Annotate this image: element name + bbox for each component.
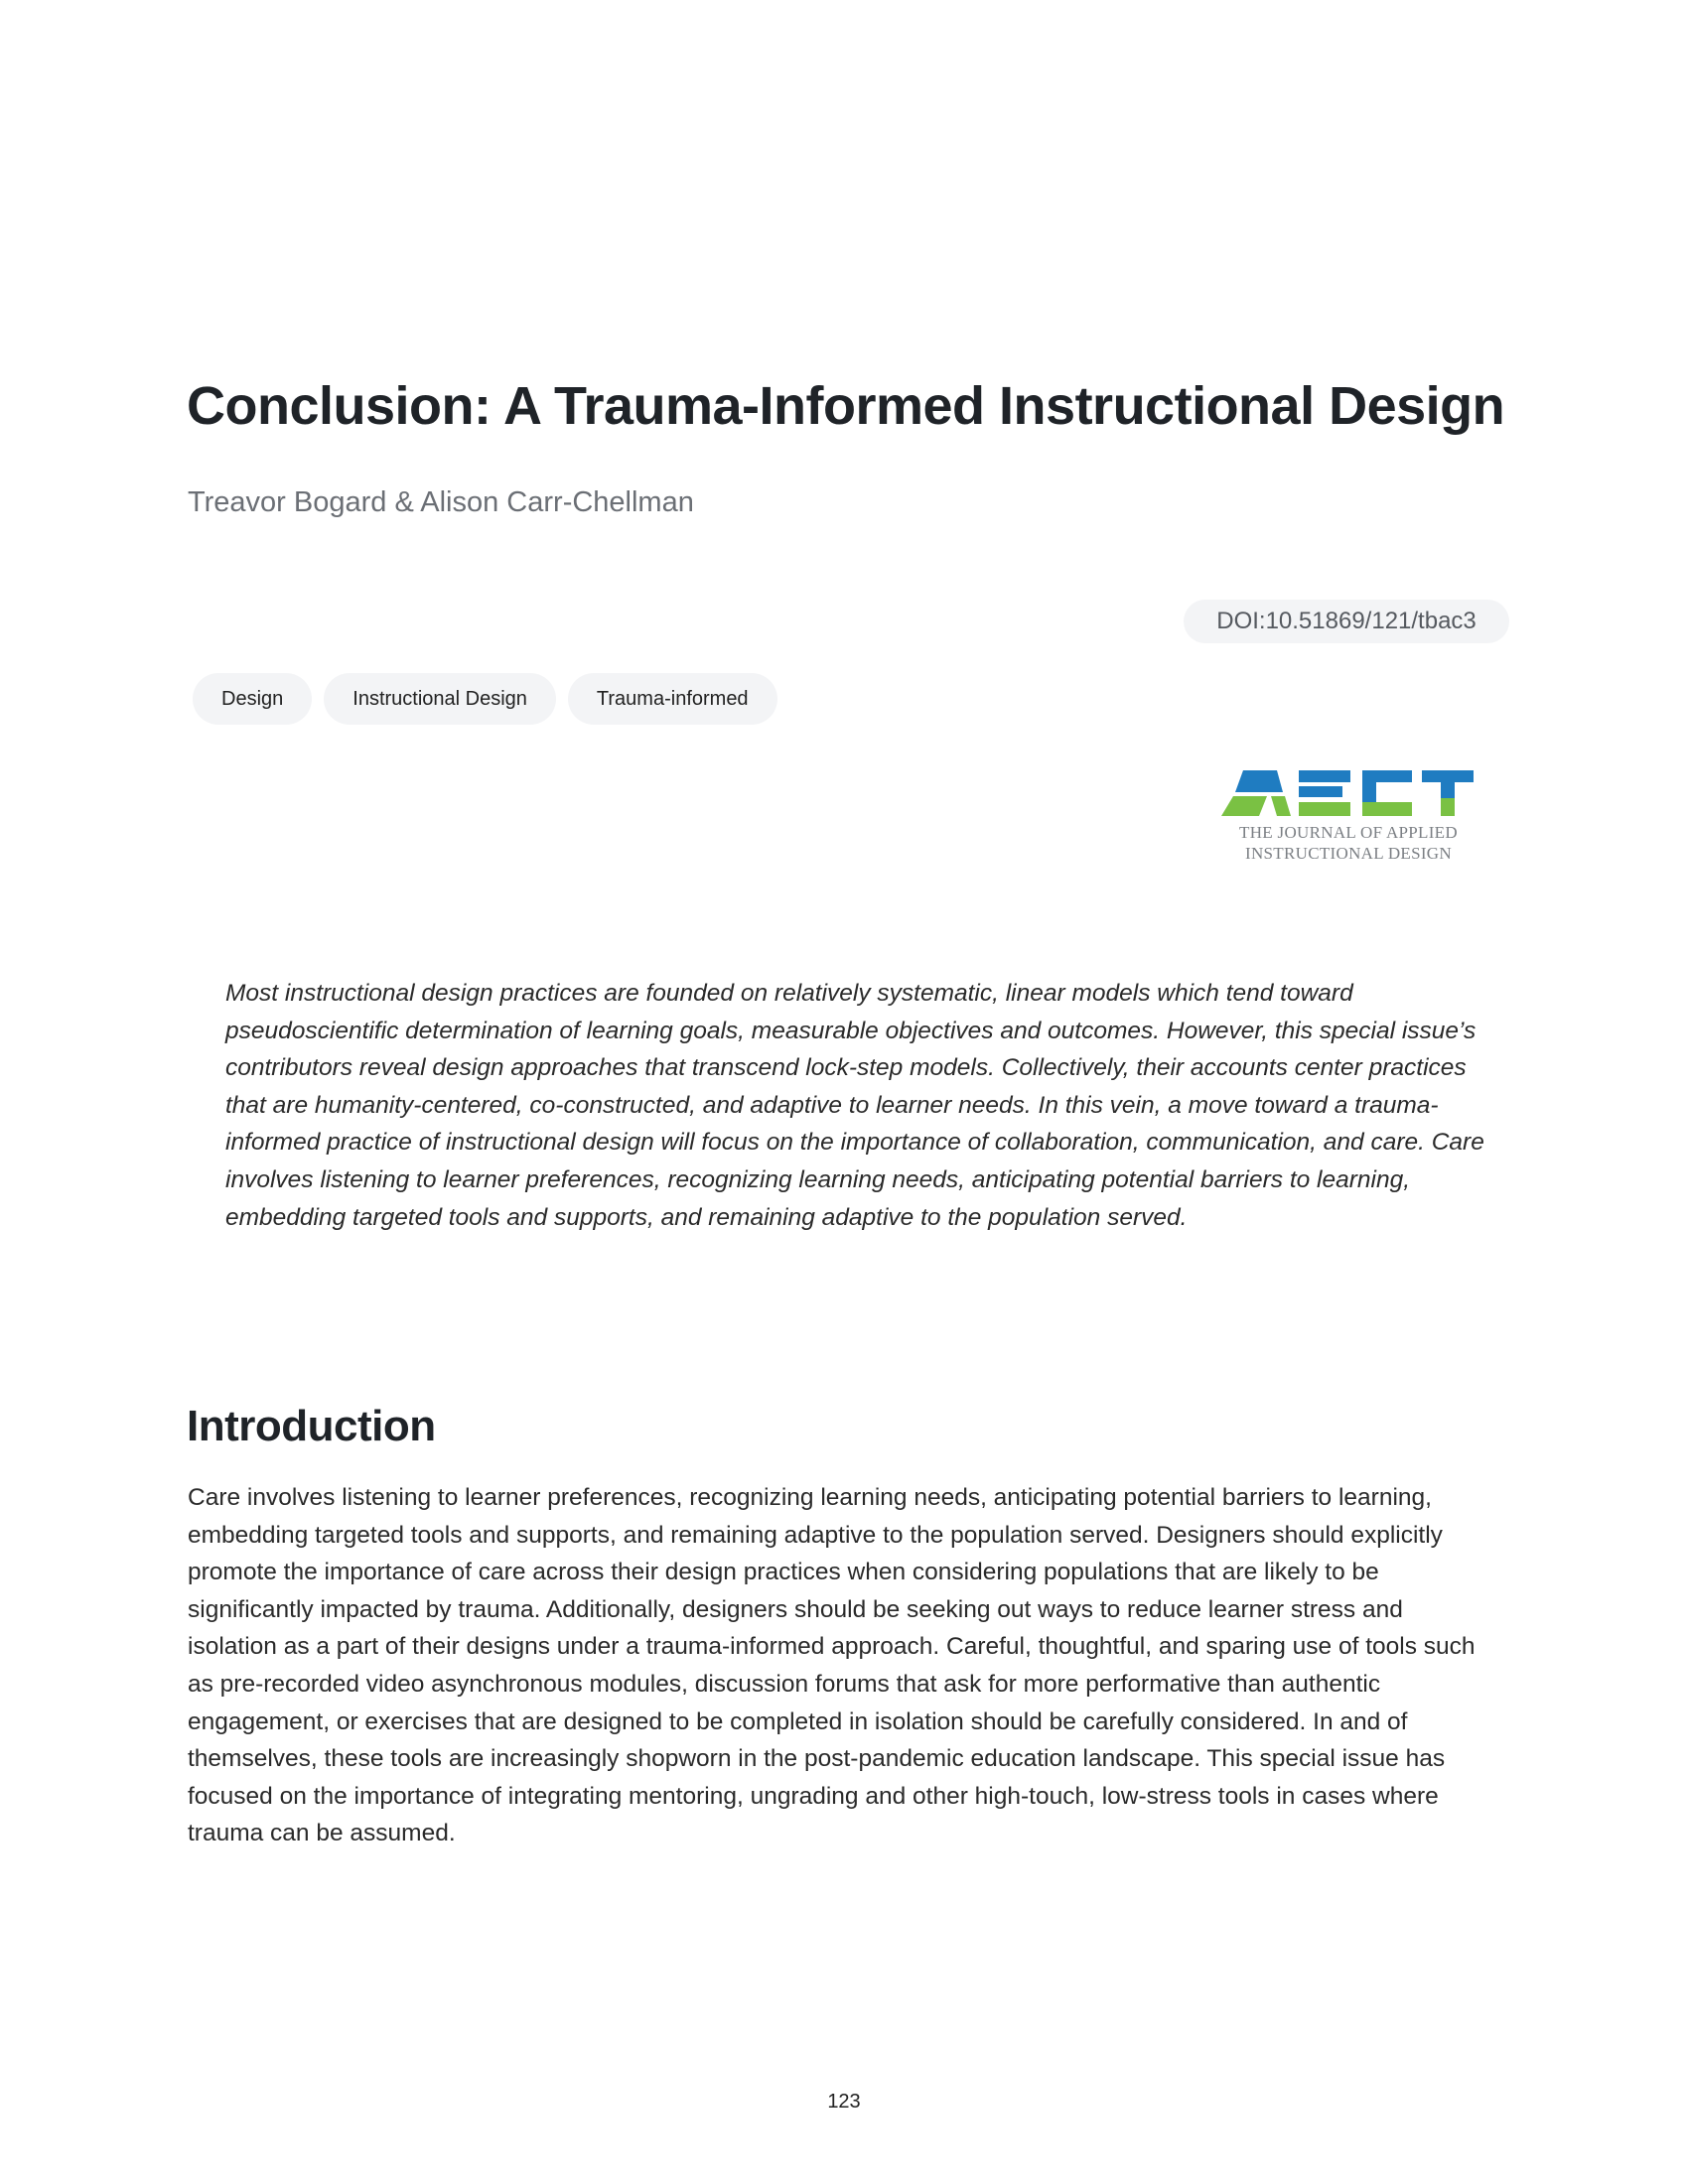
logo-letter-t-top <box>1422 770 1474 782</box>
aect-logo-mark <box>1219 766 1477 820</box>
tag-instructional-design[interactable]: Instructional Design <box>324 673 556 725</box>
authors: Treavor Bogard & Alison Carr-Chellman <box>188 486 694 518</box>
logo-letter-a-bottom <box>1221 796 1267 816</box>
logo-letter-c-bottom <box>1362 802 1412 816</box>
page-title: Conclusion: A Trauma-Informed Instructional Design <box>187 376 1505 436</box>
logo-letter-a-top <box>1235 770 1283 792</box>
doi-badge[interactable]: DOI:10.51869/121/tbac3 <box>1184 600 1509 643</box>
abstract: Most instructional design practices are founded on relatively systematic, linear models which tend toward pseudoscientific determination of learning goals, measurable objectives and outcomes. However, this special issue’s contributors reveal design approaches that transcend lock-step models. Collectively, their accounts center practices that are humanity-centered, co-constructed, and adaptive to learner needs. In this vein, a move toward a trauma-informed practice of instructional design will focus on the importance of collaboration, communication, and care. Care involves listening to learner preferences, recognizing learning needs, anticipating potential barriers to learning, embedding targeted tools and supports, and remaining adaptive to the population served. <box>225 980 1484 1231</box>
logo-tagline <box>1219 822 1477 864</box>
tag-design[interactable]: Design <box>193 673 312 725</box>
logo-letter-c-stem <box>1362 782 1376 802</box>
logo-letter-e-mid <box>1299 786 1342 797</box>
tag-trauma-informed[interactable]: Trauma-informed <box>568 673 777 725</box>
logo-tagline-line1: THE JOURNAL OF APPLIED <box>1239 823 1458 842</box>
introduction-body: Care involves listening to learner preferences, recognizing learning needs, anticipating potential barriers to learning, embedding targeted tools and supports, and remaining adaptive to the population served. Designers should explicitly promote the importance of care across their design practices when considering populations that are likely to be significantly impacted by trauma. Additionally, designers should be seeking out ways to reduce learner stress and isolation as a part of their designs under a trauma-informed approach. Careful, thoughtful, and sparing use of tools such as pre-recorded video asynchronous modules, discussion forums that ask for more performative than authentic engagement, or exercises that are designed to be completed in isolation should be carefully considered. In and of themselves, these tools are increasingly shopworn in the post-pandemic education landscape. This special issue has focused on the importance of integrating mentoring, ungrading and other high-touch, low-stress tools in cases where trauma can be assumed. <box>188 1484 1476 1847</box>
logo-letter-t-stem-bottom <box>1441 798 1455 816</box>
page-number: 123 <box>827 2091 861 2113</box>
logo-tagline-line2: INSTRUCTIONAL DESIGN <box>1245 844 1452 863</box>
logo-letter-c-top <box>1362 770 1412 782</box>
logo-letter-t-stem-top <box>1441 782 1455 798</box>
section-heading-introduction: Introduction <box>187 1402 436 1450</box>
logo-letter-e-bottom <box>1299 802 1350 816</box>
tag-list <box>193 673 777 725</box>
logo-letter-a-leg <box>1271 796 1291 816</box>
logo-letter-e-top <box>1299 770 1350 782</box>
aect-journal-logo <box>1219 766 1477 864</box>
